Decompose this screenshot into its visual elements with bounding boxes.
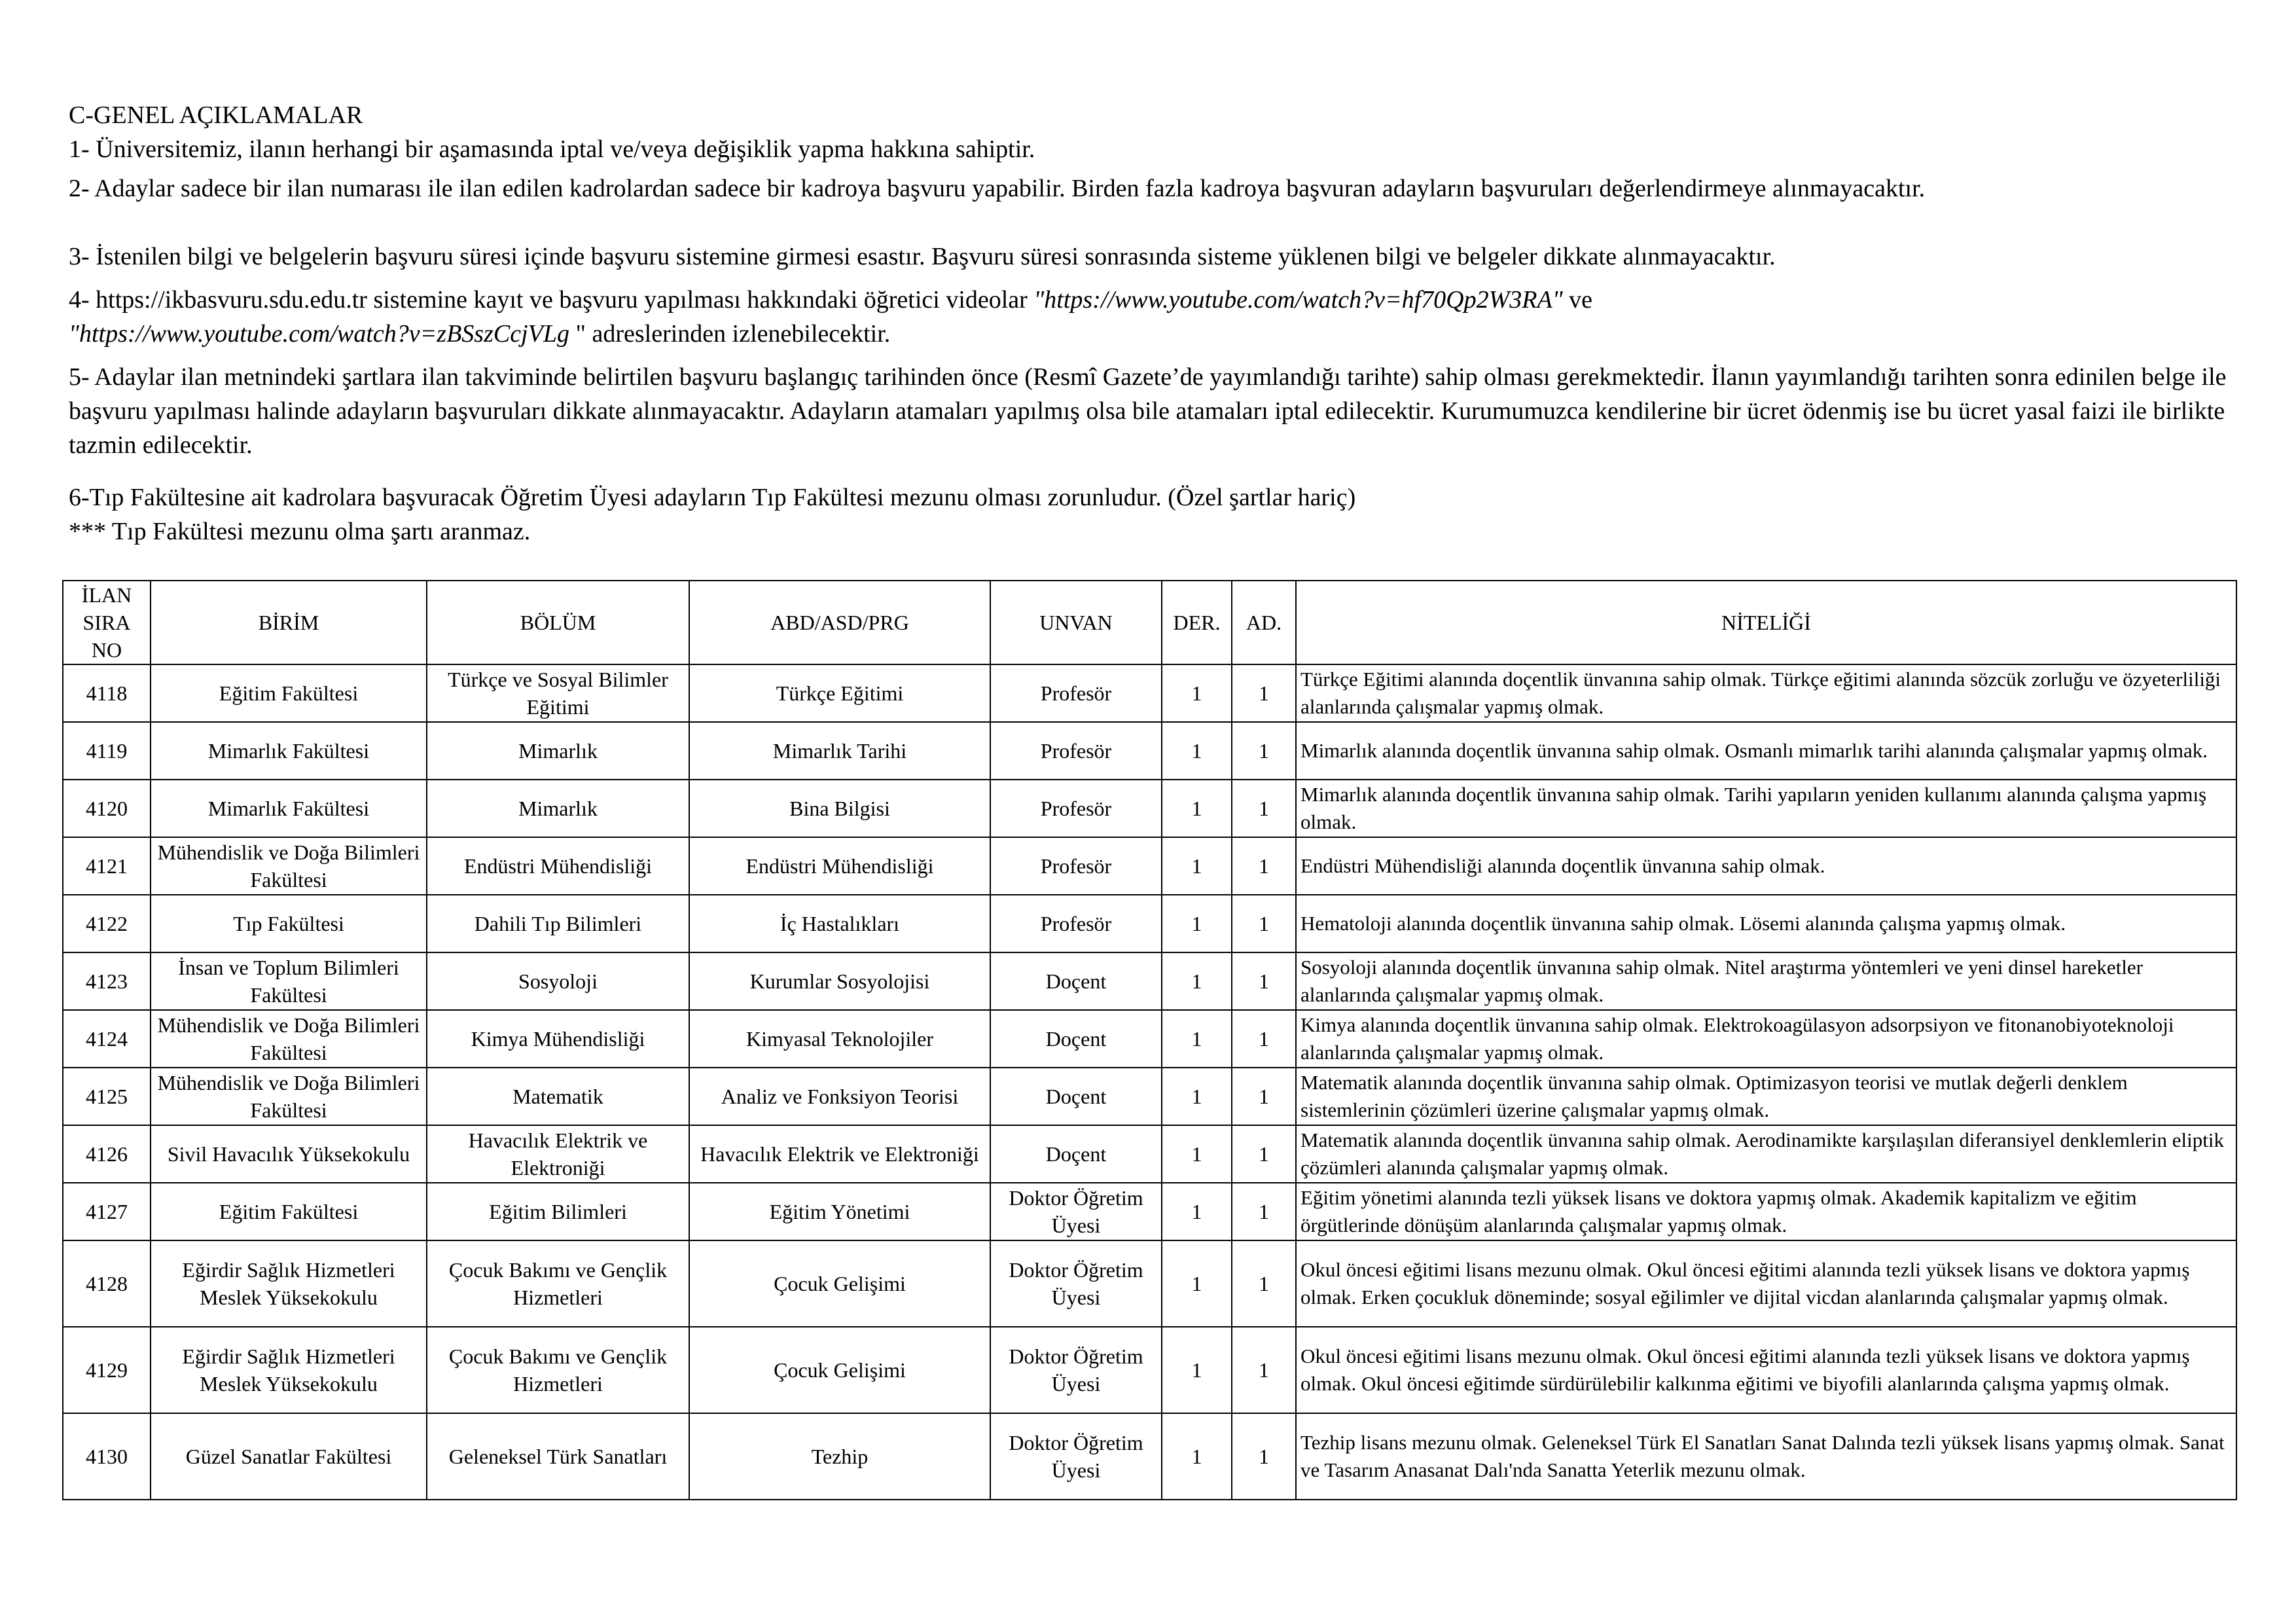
cell-abd: Çocuk Gelişimi xyxy=(689,1327,990,1413)
cell-bolum: Sosyoloji xyxy=(427,952,689,1010)
table-row xyxy=(63,895,2236,952)
note-4-and: ve xyxy=(1562,286,1593,314)
note-1: 1- Üniversitemiz, ilanın herhangi bir aşamasında iptal ve/veya değişiklik yapma hakkına sahiptir. xyxy=(69,135,1035,163)
table-row xyxy=(63,722,2236,780)
cell-birim: Mühendislik ve Doğa Bilimleri Fakültesi xyxy=(151,1068,427,1125)
cell-no: 4121 xyxy=(63,837,151,895)
cell-no: 4118 xyxy=(63,664,151,722)
cell-unvan: Profesör xyxy=(990,837,1162,895)
cell-no: 4123 xyxy=(63,952,151,1010)
cell-unvan: Profesör xyxy=(990,664,1162,722)
cell-unvan: Profesör xyxy=(990,895,1162,952)
header-bolum: BÖLÜM xyxy=(427,581,689,664)
cell-der: 1 xyxy=(1162,895,1232,952)
cell-nitelik: Eğitim yönetimi alanında tezli yüksek lisans ve doktora yapmış olmak. Akademik kapitalizm ve eğitim örgütlerinde dönüşüm alanlarında çalışmalar yapmış olmak. xyxy=(1296,1183,2236,1240)
cell-ad: 1 xyxy=(1232,780,1296,837)
cell-birim: Eğirdir Sağlık Hizmetleri Meslek Yüksekokulu xyxy=(151,1240,427,1327)
cell-nitelik: Hematoloji alanında doçentlik ünvanına sahip olmak. Lösemi alanında çalışma yapmış olmak. xyxy=(1296,895,2236,952)
cell-abd: Mimarlık Tarihi xyxy=(689,722,990,780)
cell-bolum: Kimya Mühendisliği xyxy=(427,1010,689,1068)
cell-ad: 1 xyxy=(1232,1327,1296,1413)
note-4-suffix: " adreslerinden izlenebilecektir. xyxy=(569,320,891,348)
cell-der: 1 xyxy=(1162,1068,1232,1125)
cell-unvan: Profesör xyxy=(990,780,1162,837)
note-5: 5- Adaylar ilan metnindeki şartlara ilan takviminde belirtilen başvuru başlangıç tarihinden önce (Resmî Gazete’de yayımlandığı tarihte) sahip olması gerekmektedir. İlanın yayımlandığı tarihten sonra edinilen belge ile başvuru yapılması halinde adayların başvuruları dikkate alınmayacaktır. Adayların atamaları yapılmış olsa bile atamaları iptal edilecektir. Kurumumuzca kendilerine bir ücret ödenmiş ise bu ücret yasal faizi ile birlikte tazmin edilecektir. xyxy=(69,363,2227,459)
cell-unvan: Doktor Öğretim Üyesi xyxy=(990,1327,1162,1413)
cell-ad: 1 xyxy=(1232,1010,1296,1068)
cell-bolum: Mimarlık xyxy=(427,722,689,780)
cell-birim: Mühendislik ve Doğa Bilimleri Fakültesi xyxy=(151,837,427,895)
cell-no: 4130 xyxy=(63,1413,151,1500)
table-row xyxy=(63,780,2236,837)
cell-abd: Havacılık Elektrik ve Elektroniği xyxy=(689,1125,990,1183)
cell-nitelik: Okul öncesi eğitimi lisans mezunu olmak. Okul öncesi eğitimi alanında tezli yüksek lisans ve doktora yapmış olmak. Okul öncesi eğitimde sürdürülebilir kalkınma eğitimi ve biyofili alanlarında çalışma yapmış olmak. xyxy=(1296,1327,2236,1413)
header-abd: ABD/ASD/PRG xyxy=(689,581,990,664)
cell-ad: 1 xyxy=(1232,1183,1296,1240)
cell-abd: Endüstri Mühendisliği xyxy=(689,837,990,895)
cell-der: 1 xyxy=(1162,1010,1232,1068)
cell-der: 1 xyxy=(1162,664,1232,722)
cell-unvan: Doçent xyxy=(990,1068,1162,1125)
cell-unvan: Doktor Öğretim Üyesi xyxy=(990,1240,1162,1327)
cell-nitelik: Okul öncesi eğitimi lisans mezunu olmak. Okul öncesi eğitimi alanında tezli yüksek lisans ve doktora yapmış olmak. Erken çocukluk döneminde; sosyal eğilimler ve dijital vicdan alanlarında çalışmalar yapmış olmak. xyxy=(1296,1240,2236,1327)
table-body xyxy=(63,664,2236,1500)
cell-unvan: Profesör xyxy=(990,722,1162,780)
cell-birim: Eğirdir Sağlık Hizmetleri Meslek Yüksekokulu xyxy=(151,1327,427,1413)
cell-abd: Tezhip xyxy=(689,1413,990,1500)
cell-unvan: Doçent xyxy=(990,1010,1162,1068)
cell-der: 1 xyxy=(1162,837,1232,895)
cell-abd: Kurumlar Sosyolojisi xyxy=(689,952,990,1010)
cell-nitelik: Kimya alanında doçentlik ünvanına sahip olmak. Elektrokoagülasyon adsorpsiyon ve fitonanobiyoteknoloji alanlarında çalışmalar yapmış olmak. xyxy=(1296,1010,2236,1068)
cell-birim: Eğitim Fakültesi xyxy=(151,1183,427,1240)
note-7: *** Tıp Fakültesi mezunu olma şartı aranmaz. xyxy=(69,518,531,545)
cell-abd: Türkçe Eğitimi xyxy=(689,664,990,722)
table-row xyxy=(63,1413,2236,1500)
cell-abd: Analiz ve Fonksiyon Teorisi xyxy=(689,1068,990,1125)
cell-birim: Mimarlık Fakültesi xyxy=(151,722,427,780)
cell-nitelik: Endüstri Mühendisliği alanında doçentlik ünvanına sahip olmak. xyxy=(1296,837,2236,895)
video-link-1[interactable]: "https://www.youtube.com/watch?v=hf70Qp2W3RA" xyxy=(1033,286,1563,314)
cell-nitelik: Matematik alanında doçentlik ünvanına sahip olmak. Aerodinamikte karşılaşılan diferansiyel denklemlerin eliptik çözümleri alanında çalışmalar yapmış olmak. xyxy=(1296,1125,2236,1183)
cell-birim: Mühendislik ve Doğa Bilimleri Fakültesi xyxy=(151,1010,427,1068)
cell-ad: 1 xyxy=(1232,952,1296,1010)
table-row xyxy=(63,1183,2236,1240)
cell-bolum: Havacılık Elektrik ve Elektroniği xyxy=(427,1125,689,1183)
general-notes xyxy=(69,98,2248,549)
cell-no: 4125 xyxy=(63,1068,151,1125)
cell-birim: Mimarlık Fakültesi xyxy=(151,780,427,837)
table-row xyxy=(63,664,2236,722)
note-4 xyxy=(69,283,2248,351)
table-row xyxy=(63,1327,2236,1413)
cell-bolum: Endüstri Mühendisliği xyxy=(427,837,689,895)
cell-der: 1 xyxy=(1162,1413,1232,1500)
table-row xyxy=(63,1068,2236,1125)
cell-unvan: Doçent xyxy=(990,952,1162,1010)
cell-ad: 1 xyxy=(1232,722,1296,780)
cell-nitelik: Matematik alanında doçentlik ünvanına sahip olmak. Optimizasyon teorisi ve mutlak değerli denklem sistemlerinin çözümleri üzerine çalışmalar yapmış olmak. xyxy=(1296,1068,2236,1125)
cell-birim: Güzel Sanatlar Fakültesi xyxy=(151,1413,427,1500)
table-row xyxy=(63,1125,2236,1183)
table-row xyxy=(63,1010,2236,1068)
cell-unvan: Doktor Öğretim Üyesi xyxy=(990,1413,1162,1500)
cell-der: 1 xyxy=(1162,1125,1232,1183)
cell-birim: Sivil Havacılık Yüksekokulu xyxy=(151,1125,427,1183)
cell-no: 4120 xyxy=(63,780,151,837)
cell-der: 1 xyxy=(1162,722,1232,780)
header-ad: AD. xyxy=(1232,581,1296,664)
cell-no: 4122 xyxy=(63,895,151,952)
cell-abd: Bina Bilgisi xyxy=(689,780,990,837)
cell-abd: Kimyasal Teknolojiler xyxy=(689,1010,990,1068)
cell-bolum: Matematik xyxy=(427,1068,689,1125)
cell-birim: Eğitim Fakültesi xyxy=(151,664,427,722)
table-header-row xyxy=(63,581,2236,664)
cell-no: 4129 xyxy=(63,1327,151,1413)
table-row xyxy=(63,1240,2236,1327)
header-nitelik: NİTELİĞİ xyxy=(1296,581,2236,664)
cell-no: 4128 xyxy=(63,1240,151,1327)
cell-ad: 1 xyxy=(1232,1125,1296,1183)
cell-abd: Çocuk Gelişimi xyxy=(689,1240,990,1327)
note-3: 3- İstenilen bilgi ve belgelerin başvuru süresi içinde başvuru sistemine girmesi esastır. Başvuru süresi sonrasında sisteme yüklenen bilgi ve belgeler dikkate alınmayacaktır. xyxy=(69,243,1776,270)
cell-unvan: Doktor Öğretim Üyesi xyxy=(990,1183,1162,1240)
cell-unvan: Doçent xyxy=(990,1125,1162,1183)
cell-bolum: Geleneksel Türk Sanatları xyxy=(427,1413,689,1500)
cell-no: 4124 xyxy=(63,1010,151,1068)
cell-nitelik: Mimarlık alanında doçentlik ünvanına sahip olmak. Tarihi yapıların yeniden kullanımı alanında çalışma yapmış olmak. xyxy=(1296,780,2236,837)
cell-birim: İnsan ve Toplum Bilimleri Fakültesi xyxy=(151,952,427,1010)
video-link-2[interactable]: "https://www.youtube.com/watch?v=zBSszCcjVLg xyxy=(69,320,569,348)
cell-nitelik: Mimarlık alanında doçentlik ünvanına sahip olmak. Osmanlı mimarlık tarihi alanında çalışmalar yapmış olmak. xyxy=(1296,722,2236,780)
header-birim: BİRİM xyxy=(151,581,427,664)
cell-der: 1 xyxy=(1162,1183,1232,1240)
positions-table xyxy=(62,580,2237,1500)
cell-der: 1 xyxy=(1162,1240,1232,1327)
section-title: C-GENEL AÇIKLAMALAR xyxy=(69,101,363,129)
cell-no: 4127 xyxy=(63,1183,151,1240)
cell-der: 1 xyxy=(1162,952,1232,1010)
cell-birim: Tıp Fakültesi xyxy=(151,895,427,952)
note-6: 6-Tıp Fakültesine ait kadrolara başvuracak Öğretim Üyesi adayların Tıp Fakültesi mezunu olması zorunludur. (Özel şartlar hariç) xyxy=(69,484,1356,511)
header-unvan: UNVAN xyxy=(990,581,1162,664)
cell-bolum: Mimarlık xyxy=(427,780,689,837)
header-der: DER. xyxy=(1162,581,1232,664)
cell-bolum: Türkçe ve Sosyal Bilimler Eğitimi xyxy=(427,664,689,722)
cell-abd: Eğitim Yönetimi xyxy=(689,1183,990,1240)
cell-ad: 1 xyxy=(1232,1068,1296,1125)
cell-nitelik: Tezhip lisans mezunu olmak. Geleneksel Türk El Sanatları Sanat Dalında tezli yüksek lisans yapmış olmak. Sanat ve Tasarım Anasanat Dalı'nda Sanatta Yeterlik mezunu olmak. xyxy=(1296,1413,2236,1500)
cell-der: 1 xyxy=(1162,780,1232,837)
cell-bolum: Çocuk Bakımı ve Gençlik Hizmetleri xyxy=(427,1327,689,1413)
cell-ad: 1 xyxy=(1232,1413,1296,1500)
cell-no: 4119 xyxy=(63,722,151,780)
cell-ad: 1 xyxy=(1232,837,1296,895)
cell-bolum: Eğitim Bilimleri xyxy=(427,1183,689,1240)
cell-der: 1 xyxy=(1162,1327,1232,1413)
table-row xyxy=(63,837,2236,895)
table-row xyxy=(63,952,2236,1010)
cell-ad: 1 xyxy=(1232,895,1296,952)
cell-nitelik: Türkçe Eğitimi alanında doçentlik ünvanına sahip olmak. Türkçe eğitimi alanında sözcük zorluğu ve özyeterliliği alanlarında çalışmalar yapmış olmak. xyxy=(1296,664,2236,722)
cell-nitelik: Sosyoloji alanında doçentlik ünvanına sahip olmak. Nitel araştırma yöntemleri ve yeni dinsel hareketler alanlarında çalışmalar yapmış olmak. xyxy=(1296,952,2236,1010)
header-ilan-no: İLAN SIRA NO xyxy=(63,581,151,664)
cell-bolum: Çocuk Bakımı ve Gençlik Hizmetleri xyxy=(427,1240,689,1327)
note-2: 2- Adaylar sadece bir ilan numarası ile ilan edilen kadrolardan sadece bir kadroya başvuru yapabilir. Birden fazla kadroya başvuran adayların başvuruları değerlendirmeye alınmayacaktır. xyxy=(69,175,1926,202)
cell-bolum: Dahili Tıp Bilimleri xyxy=(427,895,689,952)
cell-ad: 1 xyxy=(1232,664,1296,722)
cell-ad: 1 xyxy=(1232,1240,1296,1327)
note-4-text: 4- https://ikbasvuru.sdu.edu.tr sistemine kayıt ve başvuru yapılması hakkındaki öğretici videolar xyxy=(69,286,1034,314)
cell-abd: İç Hastalıkları xyxy=(689,895,990,952)
cell-no: 4126 xyxy=(63,1125,151,1183)
